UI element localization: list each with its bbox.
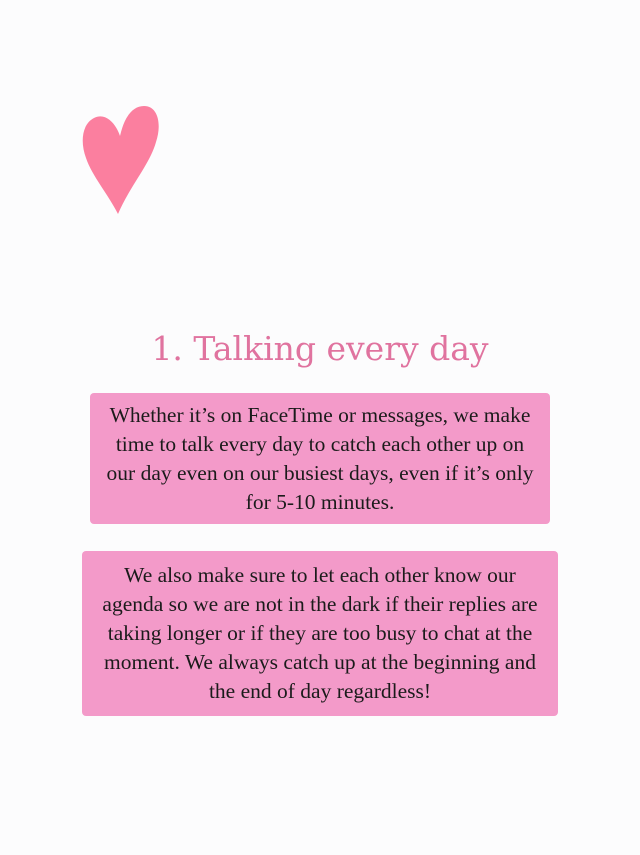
info-card-text: Whether it’s on FaceTime or messages, we make time to talk every day to catch each other up on our day even on our busiest days, even if it’s only for 5-10 minutes.: [106, 402, 534, 514]
info-card-text: We also make sure to let each other know our agenda so we are not in the dark if their replies are taking longer or if they are too busy to chat at the moment. We always catch up at the beginning and the end of day regardless!: [102, 563, 538, 703]
info-card-agenda: [82, 551, 558, 716]
info-card-daily-talk: [90, 393, 550, 524]
page-title: 1. Talking every day: [151, 329, 489, 368]
heart-icon: [80, 102, 162, 220]
